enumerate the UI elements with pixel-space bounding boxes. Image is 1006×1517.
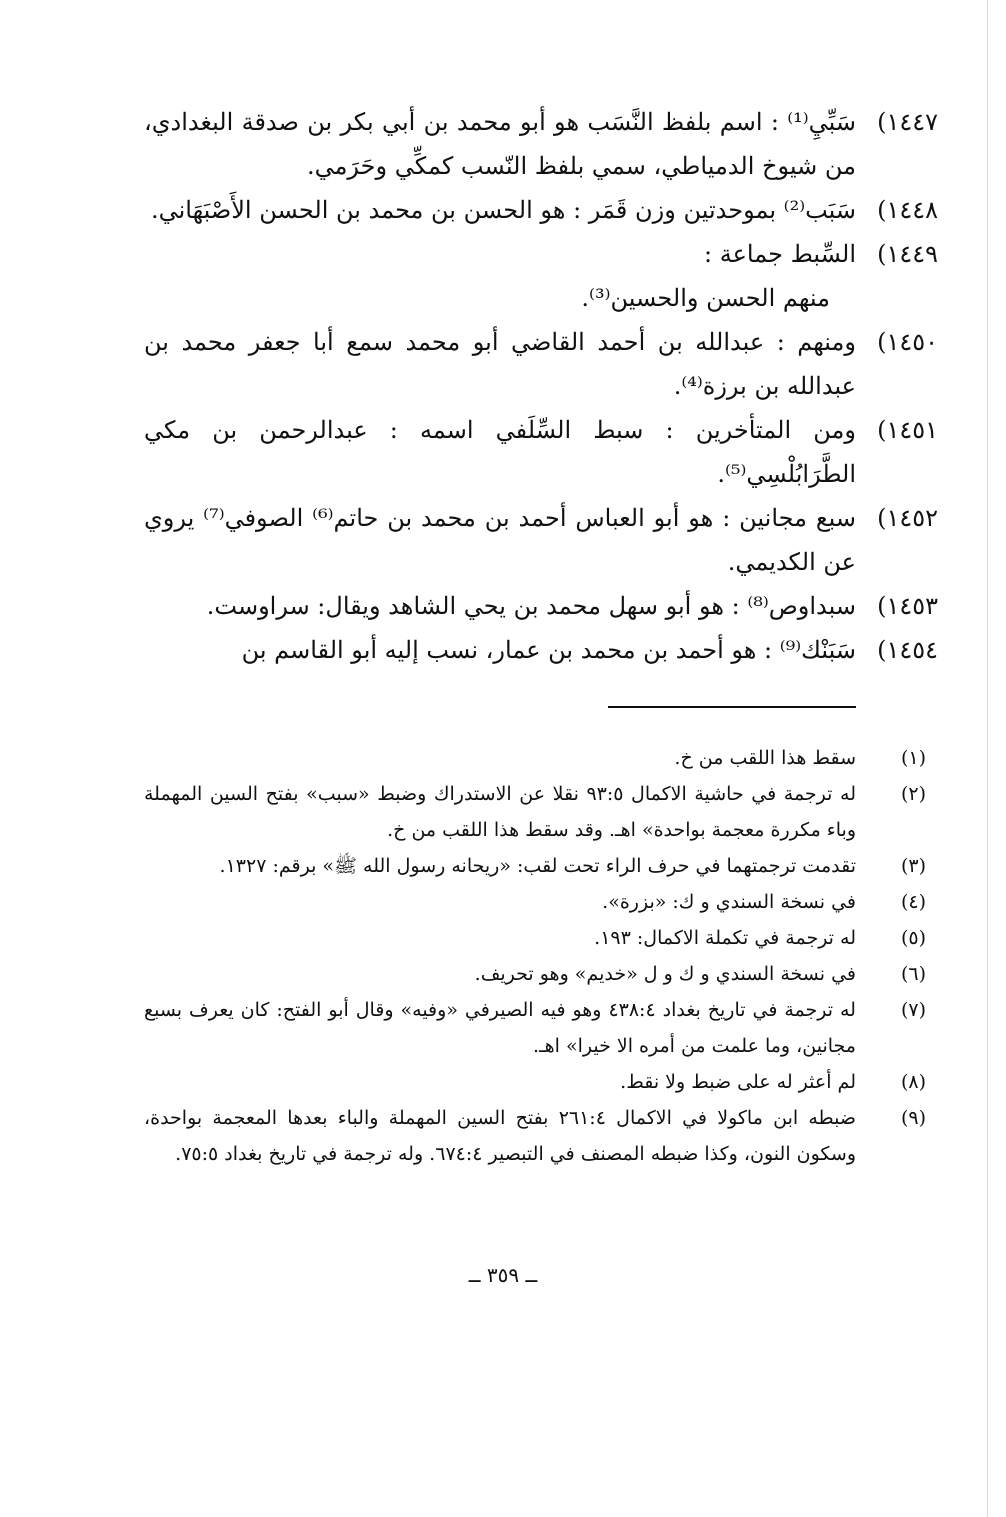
footnote-number: (٦) bbox=[900, 963, 926, 985]
entry-1451 bbox=[144, 408, 938, 496]
footnote-8 bbox=[144, 1064, 926, 1100]
footnote-text: ضبطه ابن ماكولا في الاكمال ٢٦١:٤ بفتح السين المهملة والباء بعدها المعجمة بواحدة، وسكون النون، وكذا ضبطه المصنف في التبصير ٦٧٤:٤. وله ترجمة في تاريخ بغداد ٧٥:٥. bbox=[144, 1107, 857, 1165]
entry-text: سَبِّيِ⁽¹⁾ : اسم بلفظ النَّسَب هو أبو محمد بن أبي بكر بن صدقة البغدادي، من شيوخ الدمياطي، سمي بلفظ النّسب كمكِّي وحَرَمي. bbox=[144, 108, 856, 180]
footnote-3 bbox=[144, 848, 926, 884]
footnote-text: في نسخة السندي و ك: «بزرة». bbox=[602, 891, 856, 913]
footnote-number: (٤) bbox=[900, 891, 926, 913]
entry-text: ومنهم : عبدالله بن أحمد القاضي أبو محمد سمع أبا جعفر محمد بن عبدالله بن برزة⁽⁴⁾. bbox=[144, 328, 856, 400]
footnote-number: (٢) bbox=[900, 783, 926, 805]
footnote-text: في نسخة السندي و ك و ل «خديم» وهو تحريف. bbox=[474, 963, 856, 985]
entry-number: ١٤٥٤) bbox=[877, 636, 938, 664]
footnote-text: له ترجمة في حاشية الاكمال ٩٣:٥ نقلا عن الاستدراك وضبط «سبب» بفتح السين المهملة وباء مكررة معجمة بواحدة» اهـ. وقد سقط هذا اللقب من خ. bbox=[144, 783, 856, 841]
footnote-number: (٧) bbox=[900, 999, 926, 1021]
footnote-number: (٣) bbox=[900, 855, 926, 877]
footnote-text: سقط هذا اللقب من خ. bbox=[674, 747, 856, 769]
entry-number: ١٤٥٣) bbox=[877, 592, 938, 620]
entry-1453 bbox=[144, 584, 938, 628]
footnote-7 bbox=[144, 992, 926, 1064]
entry-1450 bbox=[144, 320, 938, 408]
footnote-separator bbox=[608, 706, 856, 708]
main-text bbox=[144, 100, 938, 672]
entry-text: ومن المتأخرين : سبط السِّلَفي اسمه : عبدالرحمن بن مكي الطَّرَابُلْسِي⁽⁵⁾. bbox=[144, 416, 856, 488]
entry-1454 bbox=[144, 628, 938, 672]
footnote-text: له ترجمة في تاريخ بغداد ٤٣٨:٤ وهو فيه الصيرفي «وفيه» وقال أبو الفتح: كان يعرف بسبع مجانين، وما علمت من أمره الا خيرا» اهـ. bbox=[144, 999, 856, 1057]
footnote-4 bbox=[144, 884, 926, 920]
entry-1449-continuation bbox=[144, 276, 856, 320]
footnote-text: لم أعثر له على ضبط ولا نقط. bbox=[620, 1071, 856, 1093]
entry-text: سَبَنْك⁽⁹⁾ : هو أحمد بن محمد بن عمار، نسب إليه أبو القاسم بن bbox=[241, 636, 856, 664]
entry-number: ١٤٥٠) bbox=[877, 328, 938, 356]
entry-1447 bbox=[144, 100, 938, 188]
footnotes bbox=[144, 740, 926, 1172]
footnote-number: (١) bbox=[900, 747, 926, 769]
entry-text: سَبَب⁽²⁾ بموحدتين وزن قَمَر : هو الحسن بن محمد بن الحسن الأَصْبَهَاني. bbox=[150, 196, 856, 224]
entry-text: منهم الحسن والحسين⁽³⁾. bbox=[581, 284, 830, 312]
entry-1448 bbox=[144, 188, 938, 232]
entry-1452 bbox=[144, 496, 938, 584]
scan-edge-line bbox=[987, 0, 988, 1517]
footnote-9 bbox=[144, 1100, 926, 1172]
footnote-number: (٩) bbox=[900, 1107, 926, 1129]
entry-text: السِّبط جماعة : bbox=[704, 240, 856, 268]
entry-number: ١٤٤٧) bbox=[877, 108, 938, 136]
footnote-2 bbox=[144, 776, 926, 848]
entry-text: سبع مجانين : هو أبو العباس أحمد بن محمد بن حاتم⁽⁶⁾ الصوفي⁽⁷⁾ يروي عن الكديمي. bbox=[144, 504, 856, 576]
footnote-1 bbox=[144, 740, 926, 776]
footnote-number: (٨) bbox=[900, 1071, 926, 1093]
page-number: ــ ٣٥٩ ــ bbox=[468, 1263, 538, 1287]
entry-number: ١٤٥٢) bbox=[877, 504, 938, 532]
entry-1449 bbox=[144, 232, 938, 276]
entry-number: ١٤٥١) bbox=[877, 416, 938, 444]
entry-text: سبداوص⁽⁸⁾ : هو أبو سهل محمد بن يحي الشاهد ويقال: سراوست. bbox=[206, 592, 856, 620]
footnote-5 bbox=[144, 920, 926, 956]
footnote-text: تقدمت ترجمتهما في حرف الراء تحت لقب: «ريحانه رسول الله ﷺ» برقم: ١٣٢٧. bbox=[219, 855, 856, 877]
footnote-number: (٥) bbox=[900, 927, 926, 949]
footnote-text: له ترجمة في تكملة الاكمال: ١٩٣. bbox=[594, 927, 856, 949]
entry-number: ١٤٤٩) bbox=[877, 240, 938, 268]
footnote-6 bbox=[144, 956, 926, 992]
entry-number: ١٤٤٨) bbox=[877, 196, 938, 224]
